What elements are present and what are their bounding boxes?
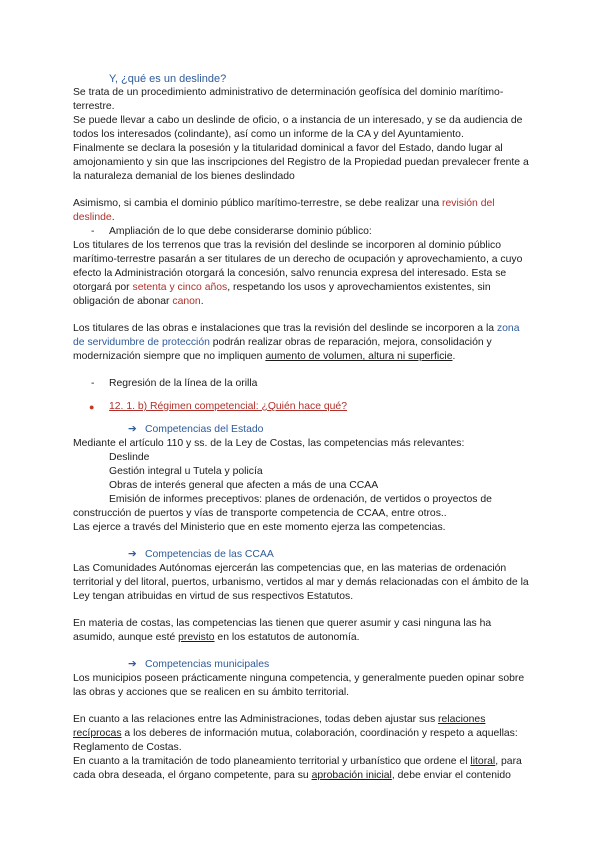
zona-servidumbre-highlight: zona de servidumbre de protección (73, 323, 520, 348)
list-item-regresion: - Regresión de la línea de la orilla (91, 378, 258, 389)
paragraph-municipios: Los municipios poseen prácticamente ninguna competencia, y generalmente pueden opinar sobre las obras y acciones que se realicen en su ámbito territorial. (73, 673, 525, 698)
subheading-municipales: ➔ Competencias municipales (128, 659, 270, 670)
regimen-competencial-link[interactable]: 12. 1. b) Régimen competencial: ¿Quién hace qué? (109, 401, 347, 412)
paragraph-ccaa: Las Comunidades Autónomas ejercerán las competencias que, en las materias de ordenación territorial y del litoral, puertos, urbanismo, vertidos al mar y demás relacionadas con el ámbito de la Ley tengan atribuidas en virtud de sus respectivos Estatutos. (73, 563, 529, 602)
list-item: Gestión integral u Tutela y policía (109, 466, 263, 477)
paragraph-costas: En materia de costas, las competencias las tienen que querer asumir y casi ninguna las ha asumido, aunque esté previsto en los estatutos de autonomía. (73, 618, 492, 643)
list-item: Deslinde (109, 452, 150, 463)
paragraph-finalmente: Finalmente se declara la posesión y la titularidad dominical a favor del Estado, dando lugar al amojonamiento y sin que las inscripciones del Registro de la Propiedad puedan prevalecer frente a la naturaleza demanial de los bienes deslindado (73, 143, 529, 182)
document-body (73, 72, 531, 783)
aprobacion-inicial-underline: aprobación inicial (311, 770, 392, 781)
arrow-right-icon: ➔ (128, 659, 137, 670)
subheading-ccaa: ➔ Competencias de las CCAA (128, 549, 274, 560)
revision-deslinde-highlight: revisión del deslinde (73, 198, 495, 223)
previsto-underline: previsto (178, 632, 215, 643)
list-item: Obras de interés general que afecten a más de una CCAA (109, 480, 379, 491)
paragraph-tramitacion: En cuanto a la tramitación de todo planeamiento territorial y urbanístico que ordene el litoral, para cada obra deseada, el órgano competente, para su aprobación inicial, debe enviar el contenido (73, 756, 522, 781)
list-item-informes: Emisión de informes preceptivos: planes de ordenación, de vertidos o proyectos de construcción de puertos y vías de transporte competencia de CCAA, entre otros.. (73, 494, 492, 519)
subheading-estado: ➔ Competencias del Estado (128, 424, 264, 435)
arrow-right-icon: ➔ (128, 424, 137, 435)
aumento-volumen-underline: aumento de volumen, altura ni superficie (265, 351, 453, 362)
litoral-underline: litoral (470, 756, 496, 767)
setenta-y-cinco-highlight: setenta y cinco años (132, 282, 228, 293)
arrow-right-icon: ➔ (128, 549, 137, 560)
paragraph-estado-intro: Mediante el artículo 110 y ss. de la Ley de Costas, las competencias más relevantes: (73, 438, 465, 449)
paragraph-revision: Asimismo, si cambia el dominio público marítimo-terrestre, se debe realizar una revisión del deslinde. (73, 198, 495, 223)
paragraph-procedure: Se puede llevar a cabo un deslinde de oficio, o a instancia de un interesado, y se da audiencia de todos los interesados (colindante), así como un informe de la CA y del Ayuntamiento. (73, 115, 523, 140)
paragraph-ministerio: Las ejerce a través del Ministerio que en este momento ejerza las competencias. (73, 522, 446, 533)
section-title-deslinde: Y, ¿qué es un deslinde? (109, 73, 227, 85)
bullet-dot-icon: ● (89, 402, 95, 412)
list-item-ampliacion: - Ampliación de lo que debe considerarse dominio público: (91, 226, 372, 237)
paragraph-definition: Se trata de un procedimiento administrativo de determinación geofísica del dominio marítimo-terrestre. (73, 87, 504, 112)
dash-marker: - (91, 226, 95, 237)
canon-highlight: canon (172, 296, 201, 307)
paragraph-relaciones: En cuanto a las relaciones entre las Administraciones, todas deben ajustar sus relaciones recíprocas a los deberes de información mutua, colaboración, coordinación y respeto a aquellas: Reglamento de Costas. (73, 714, 518, 753)
dash-marker: - (91, 378, 95, 389)
relaciones-reciprocas-underline: relaciones recíprocas (73, 714, 486, 739)
paragraph-titulares-terrenos: Los titulares de los terrenos que tras la revisión del deslinde se incorporen al dominio público marítimo-terrestre pasarán a ser titulares de un derecho de ocupación y aprovechamiento, a cuyo efecto la Administración otorgará la concesión, salvo renuncia expresa del interesado. Esta se otorgará por setenta y cinco años, respetando los usos y aprovechamientos existentes, sin obligación de abonar canon. (73, 240, 523, 307)
paragraph-titulares-obras: Los titulares de las obras e instalaciones que tras la revisión del deslinde se incorporen a la zona de servidumbre de protección podrán realizar obras de reparación, mejora, consolidación y modernización siempre que no impliquen aumento de volumen, altura ni superficie. (73, 323, 520, 362)
heading-regimen-competencial[interactable] (73, 400, 531, 414)
